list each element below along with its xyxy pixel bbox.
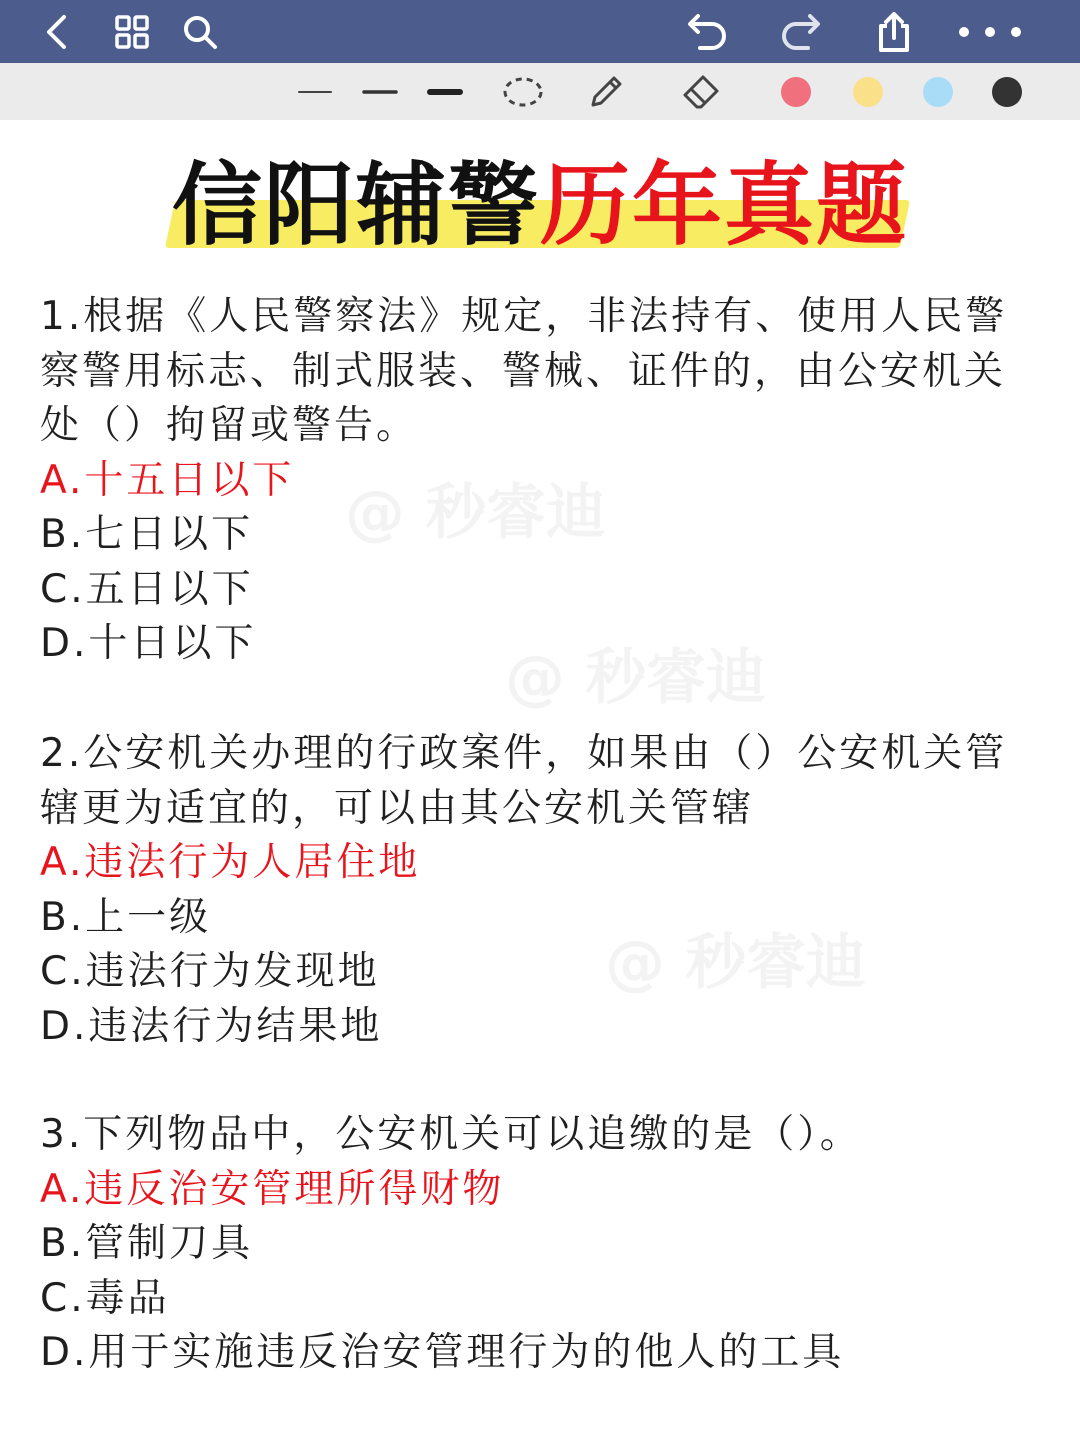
pen-medium-icon	[362, 87, 398, 97]
color-swatch-yellow[interactable]	[840, 69, 896, 115]
swatch-dot	[992, 77, 1022, 107]
page-title	[170, 152, 910, 262]
color-swatch-black[interactable]	[979, 69, 1035, 115]
grid-button[interactable]	[106, 6, 158, 58]
note-page	[0, 120, 1080, 1443]
option-c: C.五日以下	[40, 566, 254, 612]
grid-icon	[112, 12, 152, 52]
swatch-dot	[853, 77, 883, 107]
eraser-button[interactable]	[673, 69, 729, 115]
search-icon	[180, 12, 220, 52]
share-button[interactable]	[868, 6, 920, 58]
swatch-dot	[781, 77, 811, 107]
swatch-dot	[923, 77, 953, 107]
question-2	[40, 727, 1040, 1054]
option-a-correct: A.违法行为人居住地	[40, 840, 421, 885]
lasso-icon	[501, 74, 545, 110]
pencil-icon	[585, 71, 627, 113]
share-icon	[872, 10, 916, 54]
chevron-left-icon	[38, 12, 78, 52]
pen-thin-button[interactable]	[287, 69, 343, 115]
more-icon	[954, 22, 1026, 42]
question-text-line: 辖更为适宜的，可以由其公安机关管辖	[40, 785, 755, 831]
question-1	[40, 290, 1040, 672]
option-d: D.十日以下	[40, 621, 257, 666]
color-swatch-blue[interactable]	[910, 69, 966, 115]
option-b: B.七日以下	[40, 512, 254, 557]
more-button[interactable]	[950, 6, 1030, 58]
pen-medium-button[interactable]	[352, 69, 408, 115]
title-part-red: 历年真题	[540, 153, 908, 258]
undo-icon	[686, 10, 730, 54]
color-swatch-pink[interactable]	[768, 69, 824, 115]
top-app-bar	[0, 0, 1080, 63]
pen-thin-icon	[297, 87, 333, 97]
question-text-line: 处（）拘留或警告。	[40, 403, 419, 448]
question-3	[40, 1108, 1040, 1381]
option-a-correct: A.违反治安管理所得财物	[40, 1166, 505, 1212]
redo-button[interactable]	[774, 6, 826, 58]
eraser-icon	[679, 71, 723, 113]
question-text-line: 3.下列物品中，公安机关可以追缴的是（）。	[40, 1112, 862, 1157]
title-part-black: 信阳辅警	[172, 153, 540, 258]
option-b: B.管制刀具	[40, 1221, 254, 1266]
option-c: C.毒品	[40, 1275, 170, 1321]
undo-button[interactable]	[682, 6, 734, 58]
option-c: C.违法行为发现地	[40, 949, 380, 994]
redo-icon	[778, 10, 822, 54]
question-text-line: 2.公安机关办理的行政案件，如果由（）公安机关管	[40, 731, 1008, 776]
option-d: D.用于实施违反治安管理行为的他人的工具	[40, 1330, 845, 1375]
search-button[interactable]	[174, 6, 226, 58]
option-b: B.上一级	[40, 894, 212, 940]
question-text-line: 察警用标志、制式服装、警械、证件的，由公安机关	[40, 348, 1007, 394]
pencil-button[interactable]	[578, 69, 634, 115]
back-button[interactable]	[32, 6, 84, 58]
question-text-line: 1.根据《人民警察法》规定，非法持有、使用人民警	[40, 294, 1008, 339]
pen-thick-icon	[427, 86, 463, 98]
option-a-correct: A.十五日以下	[40, 457, 295, 503]
option-d: D.违法行为结果地	[40, 1003, 383, 1049]
pen-thick-button[interactable]	[417, 69, 473, 115]
lasso-button[interactable]	[495, 69, 551, 115]
drawing-toolbar	[0, 63, 1080, 120]
